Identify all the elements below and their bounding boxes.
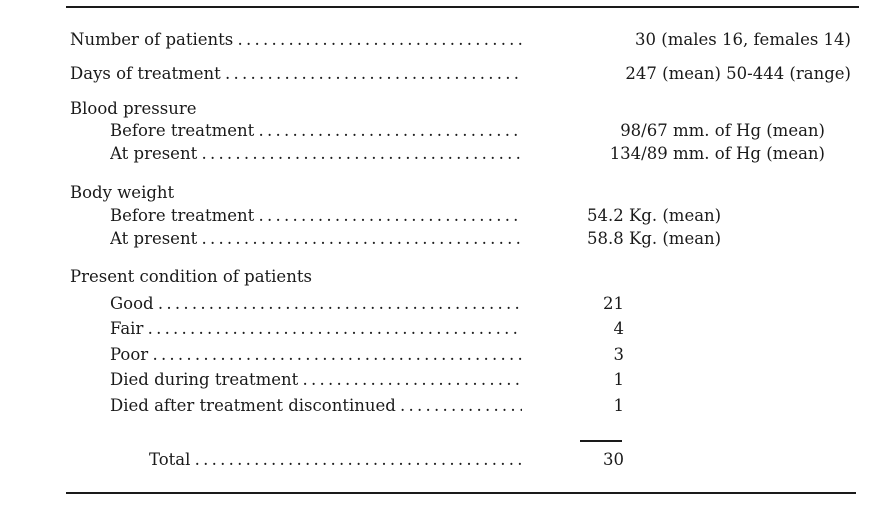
total-value: 30 [603, 450, 624, 469]
bp-before-value: 98/67 mm. of Hg (mean) [620, 121, 825, 140]
condition-row-died-during [0, 369, 871, 391]
condition-row-died-after [0, 395, 871, 417]
bottom-rule [66, 492, 856, 494]
days-value: 247 (mean) 50-444 (range) [625, 64, 851, 83]
condition-heading-row [0, 266, 871, 288]
condition-value: 1 [613, 370, 624, 389]
condition-row-poor [0, 344, 871, 366]
condition-value: 3 [613, 345, 624, 364]
condition-label: Died during treatment . . . [110, 369, 522, 391]
weight-heading-row [0, 182, 871, 204]
condition-value: 21 [603, 294, 624, 313]
weight-present-value: 58.8 Kg. (mean) [587, 229, 722, 248]
bp-heading-row [0, 98, 871, 120]
condition-value: 4 [613, 319, 624, 338]
sum-rule [580, 440, 622, 442]
patients-value: 30 (males 16, females 14) [635, 30, 851, 49]
days-row [0, 63, 871, 85]
total-row [0, 449, 871, 471]
condition-label: Died after treatment discontinued . . . [110, 395, 522, 417]
bp-heading: Blood pressure [70, 99, 197, 118]
bp-present-label: At present . . . [110, 143, 522, 165]
condition-value: 1 [613, 396, 624, 415]
patients-row [0, 29, 871, 51]
days-label: Days of treatment . . . [70, 63, 522, 85]
condition-label: Fair . . . [110, 318, 522, 340]
bp-before-label: Before treatment . . . [110, 120, 522, 142]
condition-heading: Present condition of patients [70, 267, 312, 286]
weight-before-label: Before treatment . . . [110, 205, 522, 227]
condition-row-good [0, 293, 871, 315]
bp-present-value: 134/89 mm. of Hg (mean) [609, 144, 825, 163]
weight-present-label: At present . . . [110, 228, 522, 250]
top-rule [66, 6, 859, 8]
condition-row-fair [0, 318, 871, 340]
condition-label: Poor . . . [110, 344, 522, 366]
patients-label: Number of patients . . . [70, 29, 522, 51]
bp-before-row [0, 120, 871, 142]
weight-before-row [0, 205, 871, 227]
weight-before-value: 54.2 Kg. (mean) [587, 206, 722, 225]
condition-label: Good . . . [110, 293, 522, 315]
weight-present-row [0, 228, 871, 250]
weight-heading: Body weight [70, 183, 175, 202]
total-label: Total . . . [149, 449, 522, 471]
bp-present-row [0, 143, 871, 165]
